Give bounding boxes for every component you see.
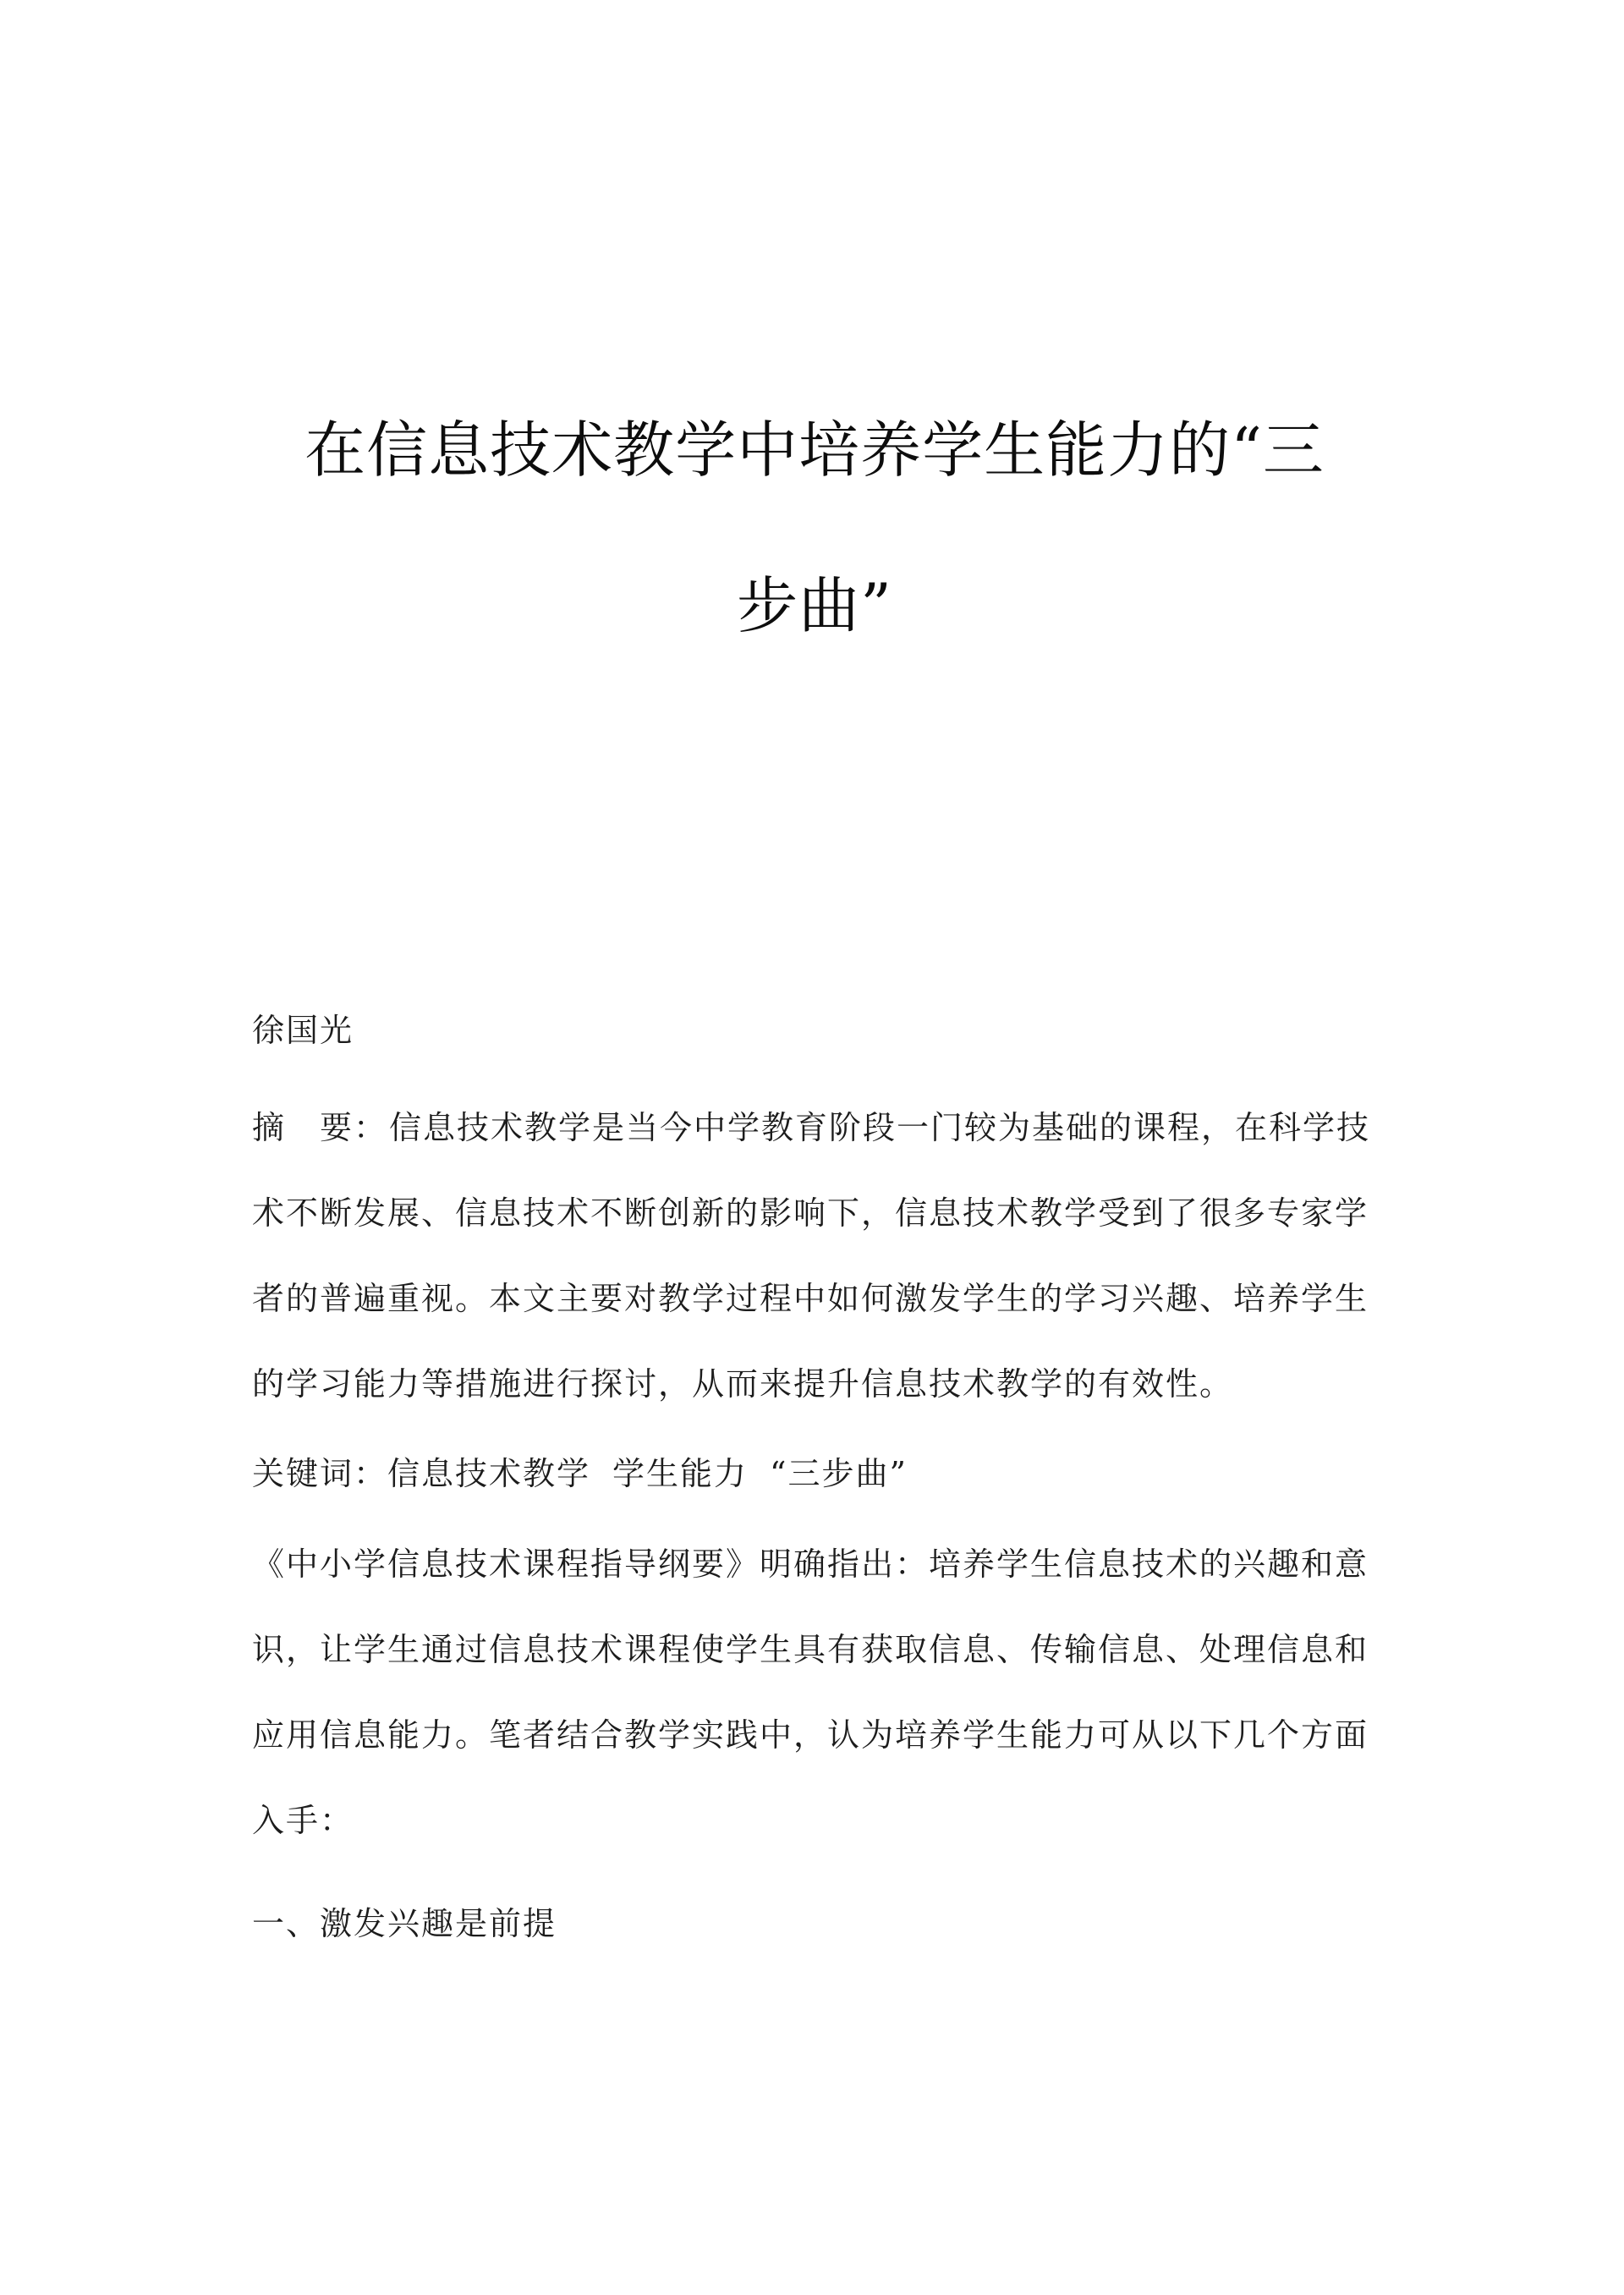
abstract-label: 摘 要：: [252, 1109, 388, 1146]
section-heading: 一、激发兴趣是前提: [252, 1905, 557, 1942]
keywords-line: [252, 1431, 1385, 1517]
abstract-paragraph: [252, 1085, 1385, 1427]
title-line-2: 步曲”: [737, 570, 892, 641]
author-name: 徐国光: [252, 1012, 354, 1049]
intro-paragraph: 《中小学信息技术课程指导纲要》明确指出：培养学生信息技术的兴趣和意识，让学生通过信息技术课程使学生具有获取信息、传输信息、处理信息和应用信息能力。笔者结合教学实践中，认为培养学生能力可从以下几个方面入手：: [252, 1546, 1369, 1839]
keyword-1: 信息技术教学: [387, 1455, 591, 1492]
abstract-text: 信息技术教学是当今中学教育阶段一门较为基础的课程，在科学技术不断发展、信息技术不断创新的影响下，信息技术教学受到了很多专家学者的普遍重视。本文主要对教学过程中如何激发学生的学习兴趣、培养学生的学习能力等措施进行探讨，从而来提升信息技术教学的有效性。: [252, 1109, 1371, 1403]
document-title: [252, 372, 1377, 684]
keyword-3: “三步曲”: [770, 1455, 908, 1492]
keyword-2: 学生能力: [612, 1455, 749, 1492]
title-line-1: 在信息技术教学中培养学生能力的“三: [304, 415, 1325, 486]
keywords-label: 关键词：: [252, 1455, 388, 1492]
